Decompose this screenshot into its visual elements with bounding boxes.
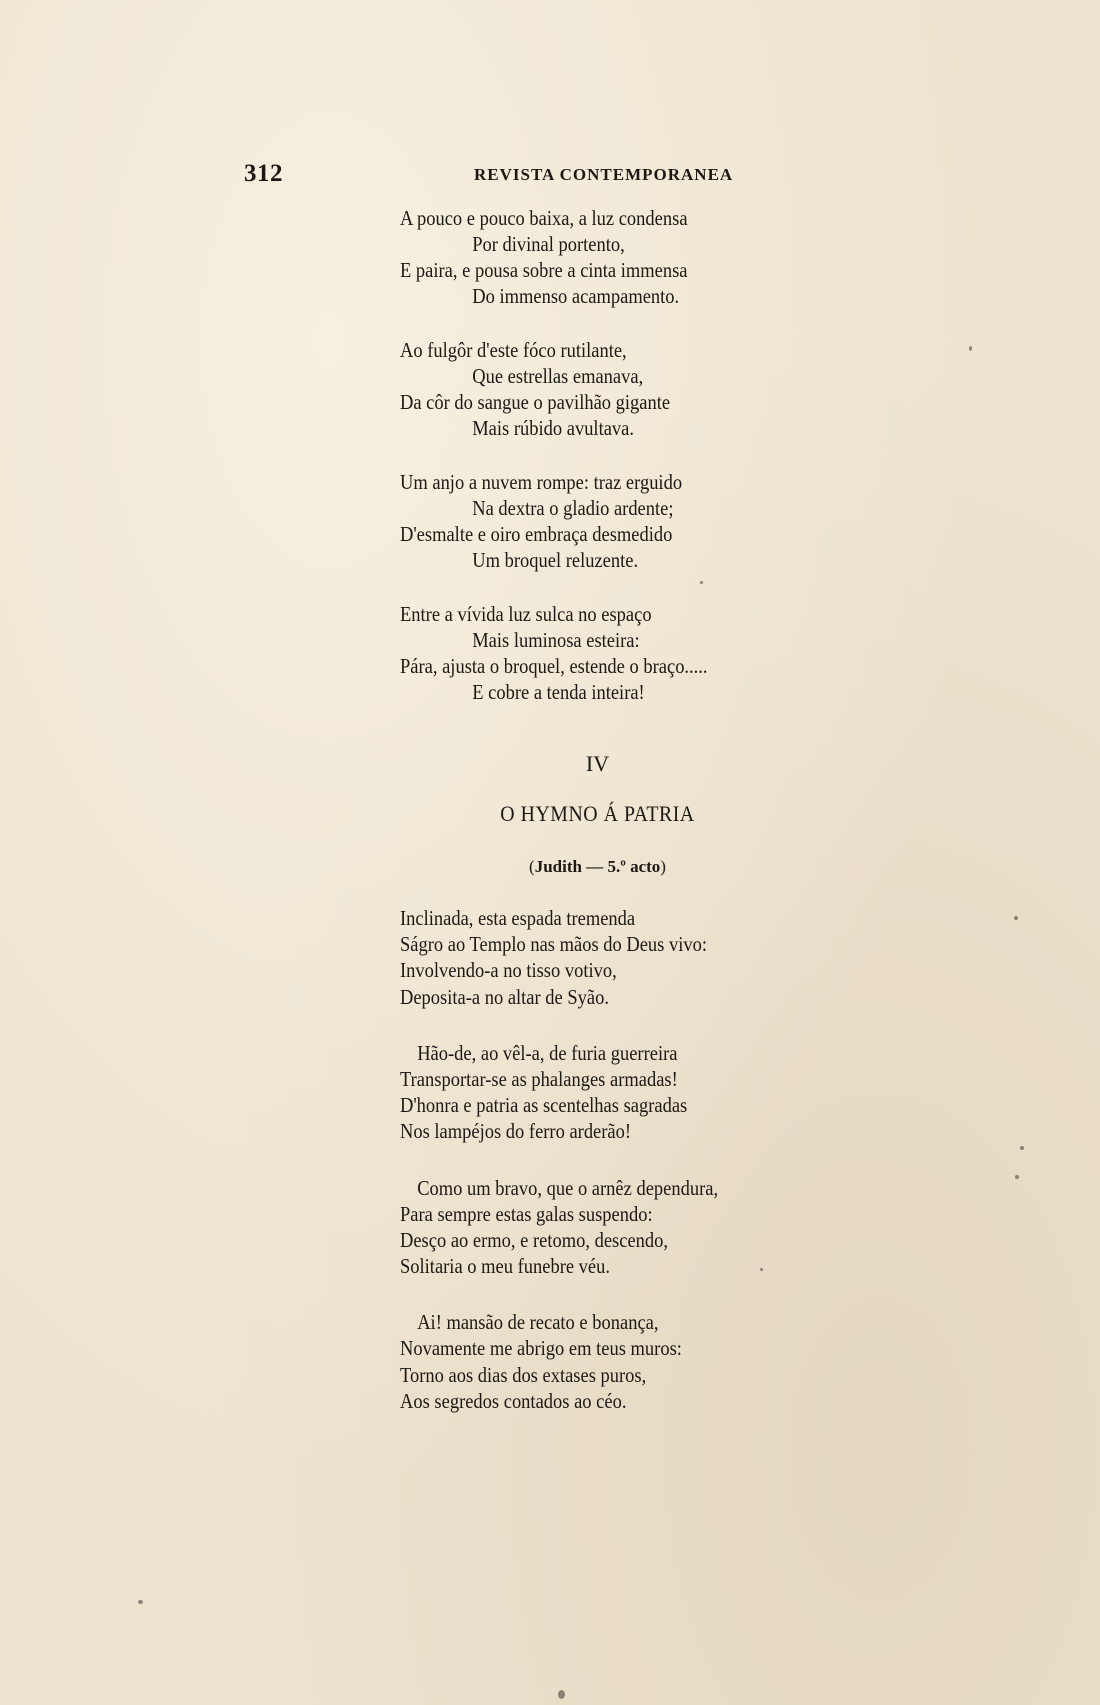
stanza (400, 1040, 1060, 1145)
verse-line: E paira, e pousa sobre a cinta immensa (400, 258, 688, 282)
subtitle-paren-open: ( (529, 857, 535, 876)
verse-line: Do immenso acampamento. (472, 284, 680, 308)
subtitle-source: Judith — 5.º acto (534, 857, 661, 876)
stanza (400, 905, 1060, 1010)
poem-title: O HYMNO Á PATRIA (500, 801, 695, 826)
stanza (400, 469, 1040, 573)
verse-line: Por divinal portento, (472, 232, 625, 256)
verse-line: Pára, ajusta o broquel, estende o braço..... (400, 654, 708, 678)
verse-line: Torno aos dias dos extases puros, (400, 1362, 647, 1387)
verse-line: Transportar-se as phalanges armadas! (400, 1066, 678, 1091)
verse-line: Novamente me abrigo em teus muros: (400, 1336, 682, 1361)
poem-section-top (400, 205, 1040, 705)
verse-line: D'honra e patria as scentelhas sagradas (400, 1093, 688, 1118)
verse-line: Involvendo-a no tisso votivo, (400, 958, 617, 983)
verse-line: D'esmalte e oiro embraça desmedido (400, 522, 673, 546)
verse-line: Que estrellas emanava, (472, 364, 644, 388)
stanza (400, 1175, 1060, 1280)
stanza (400, 601, 1040, 705)
verse-line: Mais luminosa esteira: (472, 628, 640, 652)
verse-line: Nos lampéjos do ferro arderão! (400, 1119, 632, 1144)
stanza (400, 337, 1040, 441)
verse-line: Hão-de, ao vêl-a, de furia guerreira (417, 1040, 678, 1065)
verse-line: Para sempre estas galas suspendo: (400, 1201, 653, 1226)
verse-line: Ai! mansão de recato e bonança, (417, 1310, 659, 1335)
verse-line: Entre a vívida luz sulca no espaço (400, 602, 652, 626)
poem-subtitle (400, 857, 795, 877)
verse-line: Solitaria o meu funebre véu. (400, 1254, 611, 1279)
verse-line: Um anjo a nuvem rompe: traz erguido (400, 470, 683, 494)
verse-line: A pouco e pouco baixa, a luz condensa (400, 206, 688, 230)
verse-line: Desço ao ermo, e retomo, descendo, (400, 1227, 669, 1252)
verse-line: Um broquel reluzente. (472, 548, 639, 572)
verse-line: Ságro ao Templo nas mãos do Deus vivo: (400, 932, 708, 957)
paper-speck (138, 1600, 143, 1604)
paper-speck (558, 1690, 565, 1699)
verse-line: Da côr do sangue o pavilhão gigante (400, 390, 671, 414)
section-number: IV (585, 751, 610, 776)
verse-line: Ao fulgôr d'este fóco rutilante, (400, 338, 627, 362)
verse-line: E cobre a tenda inteira! (472, 680, 645, 704)
poem-section-bottom (400, 905, 1060, 1414)
verse-line: Como um bravo, que o arnêz dependura, (417, 1175, 719, 1200)
page-number: 312 (244, 160, 283, 187)
verse-line: Mais rúbido avultava. (472, 416, 635, 440)
page-header (0, 160, 1100, 190)
verse-line: Deposita-a no altar de Syão. (400, 984, 609, 1009)
running-title: REVISTA CONTEMPORANEA (474, 165, 734, 184)
verse-line: Na dextra o gladio ardente; (472, 496, 674, 520)
subtitle-paren-close: ) (660, 857, 666, 876)
verse-line: Inclinada, esta espada tremenda (400, 906, 636, 930)
verse-line: Aos segredos contados ao céo. (400, 1388, 627, 1413)
stanza (400, 205, 1040, 309)
stanza (400, 1309, 1060, 1414)
